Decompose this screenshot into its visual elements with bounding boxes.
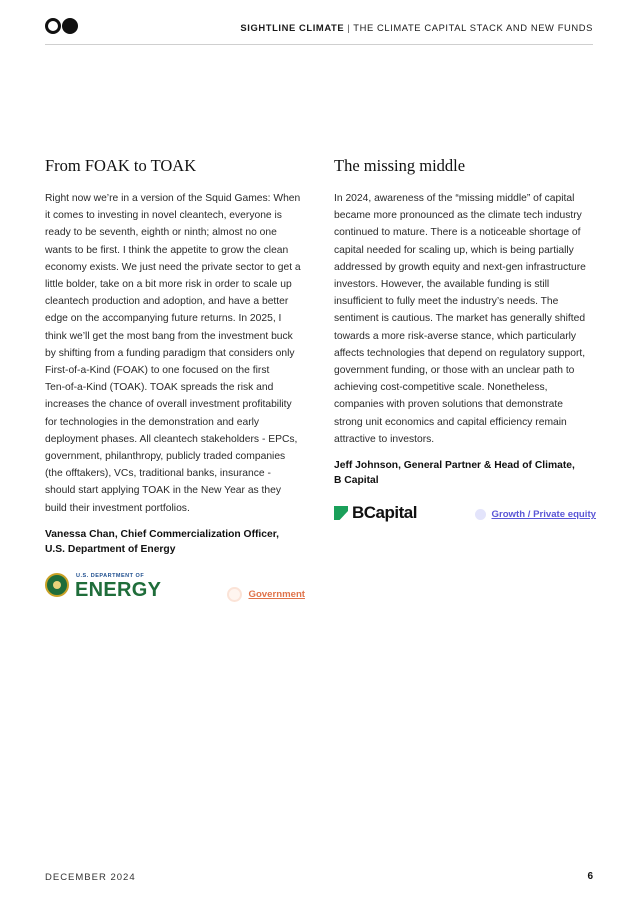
header-subtitle: THE CLIMATE CAPITAL STACK AND NEW FUNDS (353, 22, 593, 33)
right-heading: The missing middle (334, 156, 466, 175)
government-tag-label: Government (248, 588, 305, 600)
doe-seal-icon (45, 573, 69, 597)
left-column (45, 156, 305, 607)
page-number: 6 (587, 871, 593, 882)
footer-date: DECEMBER 2024 (45, 872, 136, 883)
left-heading: From FOAK to TOAK (45, 156, 197, 175)
header-title (240, 22, 593, 33)
doe-logo (45, 571, 160, 603)
left-logo-row (45, 571, 305, 607)
sightline-logo-icon (45, 18, 81, 34)
bcapital-mark-icon (334, 506, 348, 520)
right-logo-row (334, 502, 596, 538)
left-body: Right now we’re in a version of the Squid Games: When it comes to investing in novel cleantech, everyone is ready to be seventh, eighth or ninth; almost no one wants to be first. I think the appetite to grow the clean economy exists. We just need the private sector to get a little bolder, take on a bit more risk in order to scale up cleantech production and adoption, and have a better edge on the accompanying future returns. In 2025, I think we’ll get the most bang from the investment buck by shifting from a funding paradigm that considers only First-of-a-Kind (FOAK) to one focused on the first Ten-of-a-Kind (TOAK). TOAK spreads the risk and increases the chance of overall investment profitability for technologies in the demonstration and early deployment phases. All cleantech stakeholders - EPCs, government, philanthropy, publicly traded companies (the offtakers), VCs, traditional banks, insurance - should start applying TOAK in the New Year as they build their investment portfolios. (45, 193, 301, 514)
doe-logo-word: ENERGY (75, 578, 162, 601)
header-brand: SIGHTLINE CLIMATE (240, 22, 345, 33)
right-attribution: Jeff Johnson, General Partner & Head of Climate, B Capital (334, 460, 575, 487)
government-tag-link[interactable] (227, 587, 305, 602)
growth-tag-link[interactable] (475, 509, 597, 520)
bcapital-logo-word: BCapital (352, 503, 417, 523)
bcapital-logo (334, 502, 417, 524)
growth-tag-label: Growth / Private equity (491, 509, 596, 521)
doe-logo-top: U.S. DEPARTMENT OF (76, 572, 145, 579)
government-circle-icon (227, 587, 242, 602)
page-header (45, 14, 593, 45)
right-body: In 2024, awareness of the “missing middle” of capital became more pronounced as the climate tech industry continued to mature. There is a noticeable shortage of capital needed for scaling up, which is being partially addressed by growth equity and next-gen infrastructure investors. However, the available funding is still insufficient to fully meet the industry’s needs. The sentiment is cautious. The market has generally shifted towards a more risk-averse stance, which particularly affects technologies that depend on regulatory support, government funding, or those with an unclear path to achieving cost-competitive scale. Nonetheless, companies with proven solutions that demonstrate strong unit economics and capital efficiency remain attractive to investors. (334, 193, 586, 445)
left-attribution: Vanessa Chan, Chief Commercialization Officer, U.S. Department of Energy (45, 528, 280, 555)
header-separator: | (347, 22, 351, 33)
right-column (334, 156, 596, 538)
growth-circle-icon (475, 509, 486, 520)
